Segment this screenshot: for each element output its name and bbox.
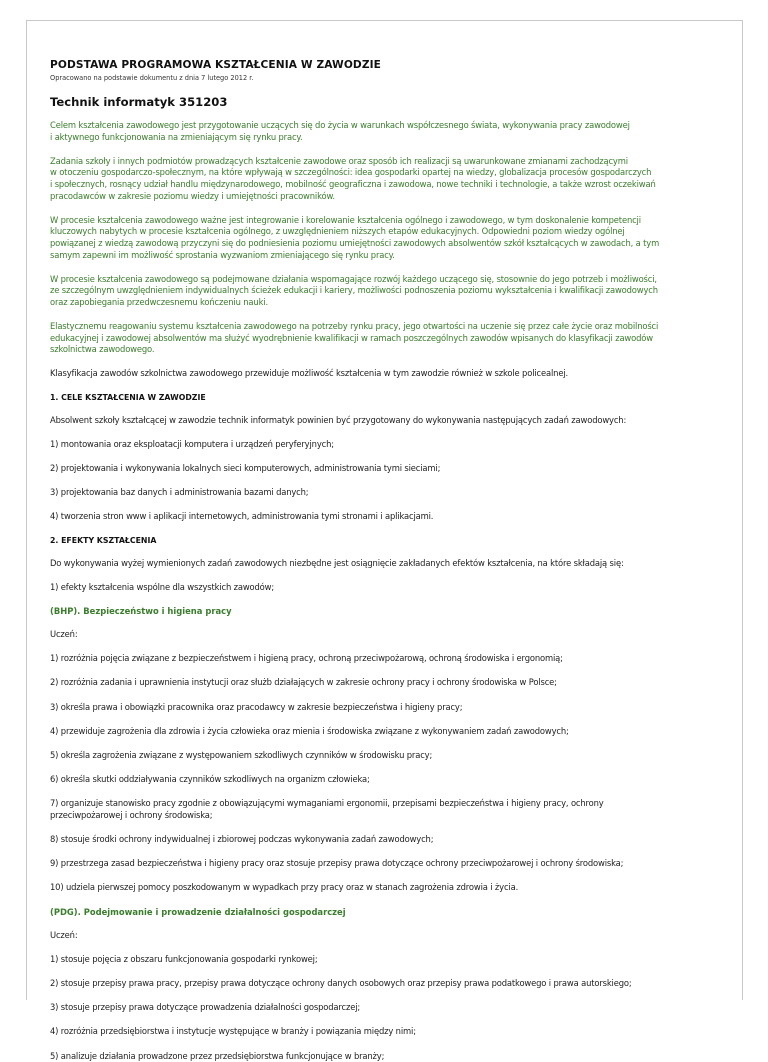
section-heading-outcomes: 2. EFEKTY KSZTAŁCENIA [50,535,157,545]
list-item: 4) przewiduje zagrożenia dla zdrowia i życia człowieka oraz mienia i środowiska związane z wykonywaniem zadań zawodowych; [50,725,569,736]
student-label: Uczeń: [50,929,78,940]
document-subtitle: Opracowano na podstawie dokumentu z dnia 7 lutego 2012 r. [50,74,254,82]
intro-paragraph: W procesie kształcenia zawodowego ważne jest integrowanie i korelowanie kształcenia ogólnego i zawodowego, w tym doskonalenie kompetencji kluczowych nabytych w procesie kształcenia ogólnego, z uwzględnieniem niższych etapów edukacyjnych. Odpowiedni poziom wiedzy ogólnej powiązanej z wiedzą zawodową przyczyni się do podniesienia poziomu umiejętności zawodowych absolwentów szkół kształcących w zawodach, a tym samym zapewni im możliwość sprostania wyzwaniom zmieniającego się rynku pracy. [50,214,660,260]
list-item: 4) rozróżnia przedsiębiorstwa i instytucje występujące w branży i powiązania między nimi; [50,1026,416,1037]
intro-paragraph: Elastycznemu reagowaniu systemu kształcenia zawodowego na potrzeby rynku pracy, jego otwartości na uczenie się przez całe życie oraz mobilności edukacyjnej i zawodowej absolwentów ma służyć wyodrębnienie kwalifikacji w ramach poszczególnych zawodów wpisanych do klasyfikacji zawodów szkolnictwa zawodowego. [50,321,659,355]
classification-note: Klasyfikacja zawodów szkolnictwa zawodowego przewiduje możliwość kształcenia w tym zawodzie również w szkole policealnej. [50,368,569,379]
document-title: PODSTAWA PROGRAMOWA KSZTAŁCENIA W ZAWODZIE [50,59,381,71]
section-lead: Absolwent szkoły kształcącej w zawodzie technik informatyk powinien być przygotowany do wykonywania następujących zadań zawodowych: [50,414,627,425]
document-page [26,20,743,1061]
list-item: 2) projektowania i wykonywania lokalnych sieci komputerowych, administrowania tymi sieciami; [50,463,441,474]
list-item: 1) stosuje pojęcia z obszaru funkcjonowania gospodarki rynkowej; [50,953,318,964]
list-item: 2) rozróżnia zadania i uprawnienia instytucji oraz służb działających w zakresie ochrony pracy i ochrony środowiska w Polsce; [50,677,557,688]
list-item: 6) określa skutki oddziaływania czynników szkodliwych na organizm człowieka; [50,774,370,785]
list-item: 7) organizuje stanowisko pracy zgodnie z obowiązującymi wymaganiami ergonomii, przepisami bezpieczeństwa i higieny pracy, ochrony przeciwpożarowej i ochrony środowiska; [50,798,604,820]
profession-title: Technik informatyk 351203 [50,95,228,109]
intro-paragraph: W procesie kształcenia zawodowego są podejmowane działania wspomagające rozwój każdego uczącego się, stosownie do jego potrzeb i możliwości, ze szczególnym uwzględnieniem indywidualnych ścieżek edukacji i kariery, możliwości podnoszenia poziomu wykształcenia i kwalifikacji zawodowych oraz zapobiegania przedwczesnemu kończeniu nauki. [50,273,658,307]
section-lead: Do wykonywania wyżej wymienionych zadań zawodowych niezbędne jest osiągnięcie zakładanych efektów kształcenia, na które składają się: [50,557,624,568]
intro-paragraph: Celem kształcenia zawodowego jest przygotowanie uczących się do życia w warunkach współczesnego świata, wykonywania pracy zawodowej i aktywnego funkcjonowania na zmieniającym się rynku pracy. [50,120,630,142]
list-item: 5) określa zagrożenia związane z występowaniem szkodliwych czynników w środowisku pracy; [50,749,433,760]
list-item: 8) stosuje środki ochrony indywidualnej i zbiorowej podczas wykonywania zadań zawodowych; [50,834,434,845]
student-label: Uczeń: [50,628,78,639]
list-item: 3) określa prawa i obowiązki pracownika oraz pracodawcy w zakresie bezpieczeństwa i higieny pracy; [50,701,463,712]
subsection-heading-bhp: (BHP). Bezpieczeństwo i higiena pracy [50,605,232,616]
list-item: 9) przestrzega zasad bezpieczeństwa i higieny pracy oraz stosuje przepisy prawa dotyczące ochrony przeciwpożarowej i ochrony środowiska; [50,858,624,869]
list-item: 3) stosuje przepisy prawa dotyczące prowadzenia działalności gospodarczej; [50,1002,361,1013]
list-item: 1) montowania oraz eksploatacji komputera i urządzeń peryferyjnych; [50,438,334,449]
list-item: 4) tworzenia stron www i aplikacji internetowych, administrowania tymi stronami i aplikacjami. [50,511,434,522]
subsection-heading-pdg: (PDG). Podejmowanie i prowadzenie działalności gospodarczej [50,906,346,917]
intro-paragraph: Zadania szkoły i innych podmiotów prowadzących kształcenie zawodowe oraz sposób ich realizacji są uwarunkowane zmianami zachodzącymi w otoczeniu gospodarczo-społecznym, na które wpływają w szczególności: idea gospodarki opartej na wiedzy, globalizacja procesów gospodarczych i społecznych, rosnący udział handlu międzynarodowego, mobilność geograficzna i zawodowa, nowe techniki i technologie, a także wzrost oczekiwań pracodawców w zakresie poziomu wiedzy i umiejętności pracowników. [50,155,656,201]
list-item: 10) udziela pierwszej pomocy poszkodowanym w wypadkach przy pracy oraz w stanach zagrożenia zdrowia i życia. [50,882,519,893]
list-item: 1) rozróżnia pojęcia związane z bezpieczeństwem i higieną pracy, ochroną przeciwpożarową, ochroną środowiska i ergonomią; [50,653,563,664]
list-item: 5) analizuje działania prowadzone przez przedsiębiorstwa funkcjonujące w branży; [50,1050,385,1061]
list-item: 1) efekty kształcenia wspólne dla wszystkich zawodów; [50,581,275,592]
section-heading-goals: 1. CELE KSZTAŁCENIA W ZAWODZIE [50,392,206,402]
list-item: 2) stosuje przepisy prawa pracy, przepisy prawa dotyczące ochrony danych osobowych oraz przepisy prawa podatkowego i prawa autorskiego; [50,978,632,988]
list-item: 3) projektowania baz danych i administrowania bazami danych; [50,487,309,498]
